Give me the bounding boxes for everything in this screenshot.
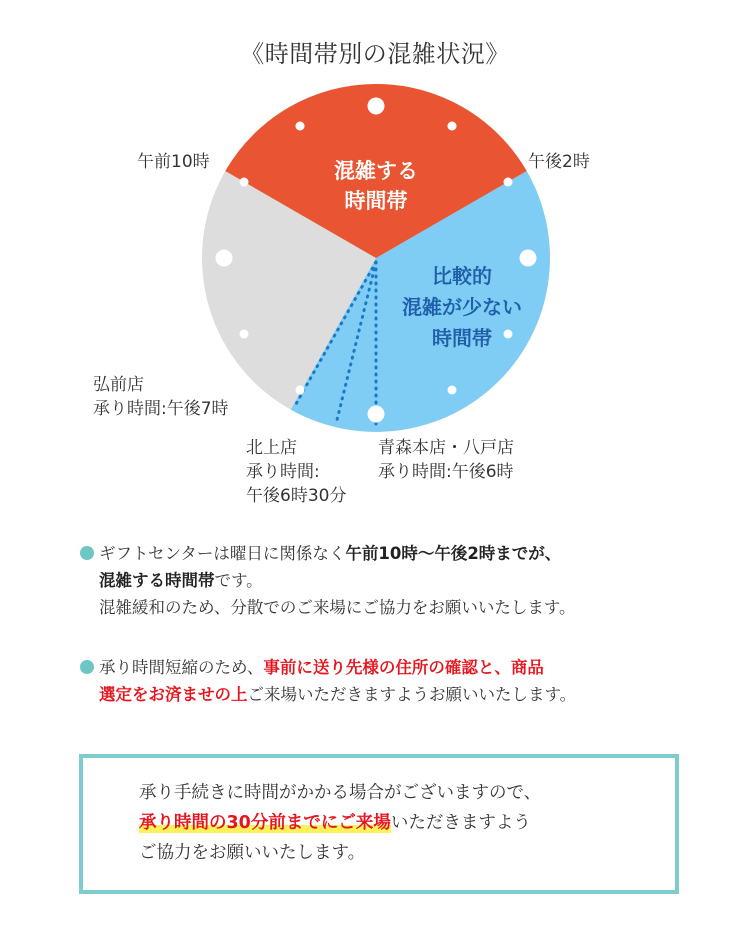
note-line-1: 承り手続きに時間がかかる場合がございますので、	[139, 783, 542, 803]
label-10am: 午前10時	[137, 152, 210, 172]
bullet1-text-a: ギフトセンターは曜日に関係なく	[99, 544, 346, 563]
less-busy-label-line3: 時間帯	[432, 328, 492, 350]
note-line-2: いただきますよう	[390, 813, 531, 833]
label-2pm: 午後2時	[528, 152, 590, 172]
bullet2-red-b: 選定をお済ませの上	[99, 685, 248, 704]
hour-marker-9	[216, 250, 233, 267]
aomori-label	[378, 436, 514, 484]
aomori-store-name: 青森本店・八戸店	[378, 438, 514, 458]
hour-marker-6	[368, 406, 385, 423]
hirosaki-label	[93, 373, 229, 421]
hirosaki-closing-time: 承り時間:午後7時	[93, 399, 229, 419]
kitakami-closing-time: 午後6時30分	[246, 486, 347, 506]
bullet2-text-b: ご来場いただきますようお願いいたします。	[247, 685, 577, 704]
hour-marker-2	[504, 178, 513, 187]
bullet1-busy-hours: 午前10時〜午後2時までが、	[345, 544, 562, 563]
note-highlight: 承り時間の30分前までにご来場	[139, 813, 391, 833]
less-busy-label-line1: 比較的	[432, 266, 492, 288]
busy-label-line1: 混雑する	[334, 160, 418, 183]
kitakami-store-name: 北上店	[246, 438, 297, 458]
hour-marker-12	[368, 98, 385, 115]
bullet-2	[80, 654, 720, 708]
less-busy-label-line2: 混雑が少ない	[402, 297, 522, 319]
hour-marker-7	[296, 386, 305, 395]
bullet-dot-icon	[80, 546, 94, 560]
bullet1-busy-label: 混雑する時間帯	[99, 571, 215, 590]
bullet-dot-icon	[80, 660, 94, 674]
kitakami-closing-label: 承り時間:	[246, 462, 320, 482]
hour-marker-11	[296, 122, 305, 131]
hour-marker-5	[448, 386, 457, 395]
bullet-1	[80, 540, 720, 621]
bullet1-text-c: 混雑緩和のため、分散でのご来場にご協力をお願いいたします。	[99, 598, 576, 617]
page-title: 《時間帯別の混雑状況》	[240, 40, 510, 68]
hour-marker-4	[504, 330, 513, 339]
hirosaki-store-name: 弘前店	[93, 375, 144, 395]
bullet2-red-a: 事前に送り先様の住所の確認と、商品	[263, 658, 544, 677]
hour-marker-3	[520, 250, 537, 267]
note-line-3: ご協力をお願いいたします。	[139, 843, 366, 863]
bullet2-text-a: 承り時間短縮のため、	[99, 658, 264, 677]
kitakami-label	[246, 436, 346, 508]
hour-marker-1	[448, 122, 457, 131]
bullet1-text-b: です。	[214, 571, 263, 590]
hour-marker-10	[240, 178, 249, 187]
busy-label-line2: 時間帯	[344, 190, 408, 213]
aomori-closing-time: 承り時間:午後6時	[378, 462, 514, 482]
hour-marker-8	[240, 330, 249, 339]
note-box	[79, 754, 679, 894]
